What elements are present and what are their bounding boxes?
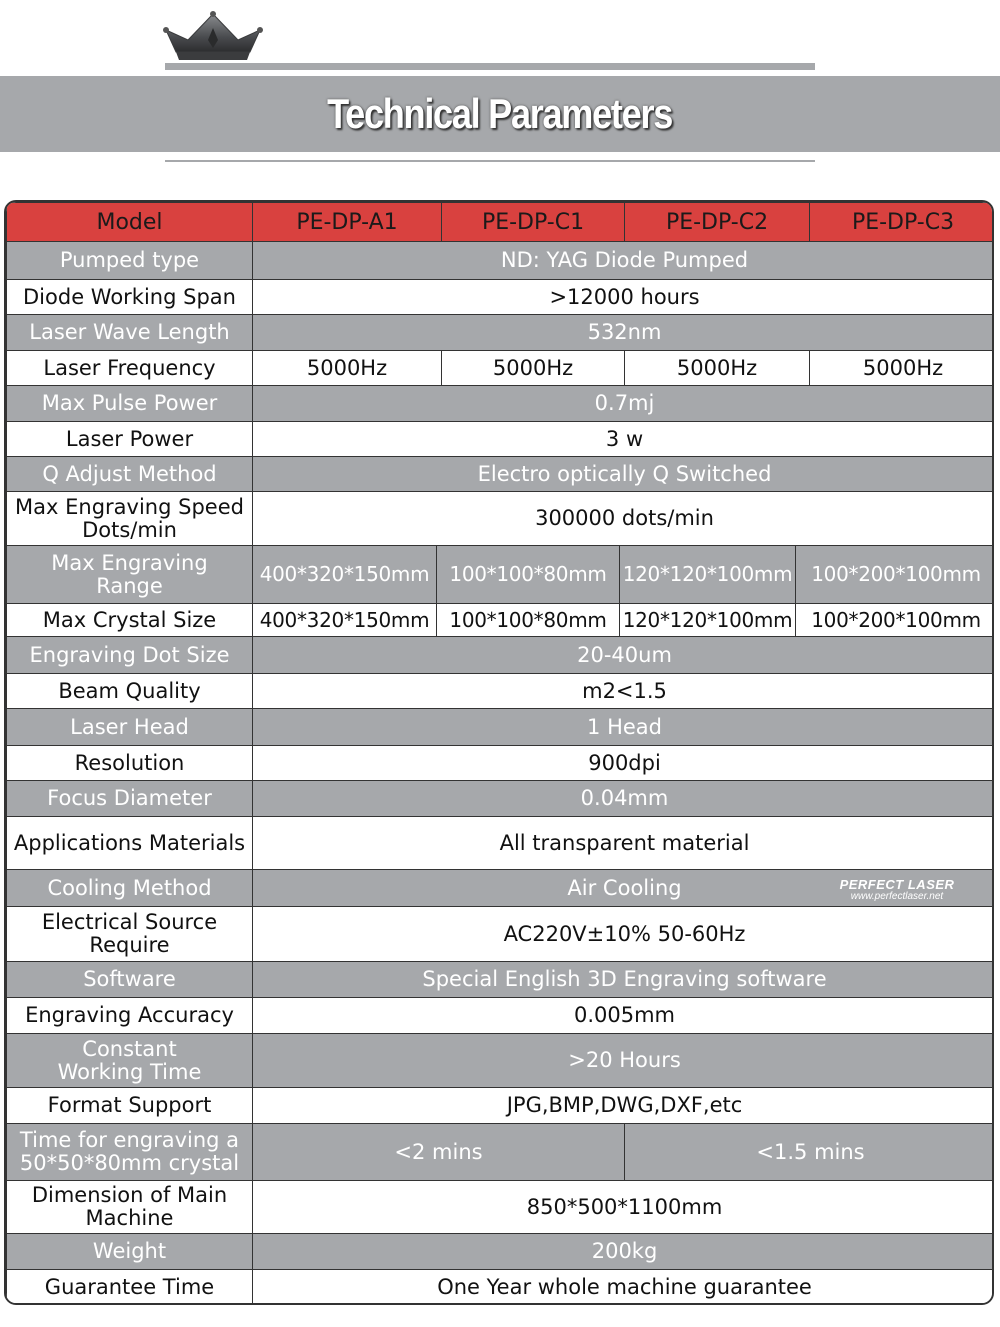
- row-value: 1 Head: [253, 709, 995, 746]
- row-label: Max Pulse Power: [7, 386, 253, 422]
- row-value: Electro optically Q Switched: [253, 457, 995, 492]
- table-row: [7, 457, 995, 492]
- table-row: [7, 907, 995, 962]
- row-label-line: Dimension of Main: [31, 1183, 228, 1207]
- row-value: >20 Hours: [253, 1034, 995, 1088]
- row-value: 100*100*80mm: [437, 546, 620, 604]
- row-label-line: 50*50*80mm crystal: [19, 1151, 240, 1175]
- row-value: 120*120*100mm: [620, 546, 796, 604]
- table-row: [7, 242, 995, 280]
- row-label-line: Constant: [82, 1036, 177, 1061]
- row-value: m2<1.5: [253, 674, 995, 709]
- crown-logo: [162, 10, 264, 62]
- row-label: Laser Power: [7, 422, 253, 457]
- row-value: 200kg: [253, 1234, 995, 1270]
- table-row: [7, 817, 995, 870]
- row-label: [7, 546, 253, 604]
- row-label: Q Adjust Method: [7, 457, 253, 492]
- spec-table-frame: [4, 200, 994, 1305]
- table-row: [7, 280, 995, 315]
- row-label: Laser Wave Length: [7, 315, 253, 351]
- row-label: [7, 1124, 253, 1181]
- row-label: Guarantee Time: [7, 1270, 253, 1305]
- table-row: [7, 781, 995, 817]
- row-value: Special English 3D Engraving software: [253, 962, 995, 998]
- row-label: [7, 1181, 253, 1234]
- row-label: Weight: [7, 1234, 253, 1270]
- table-row: [7, 422, 995, 457]
- row-value: 850*500*1100mm: [253, 1181, 995, 1234]
- row-label: Engraving Accuracy: [7, 998, 253, 1034]
- table-row: [7, 998, 995, 1034]
- row-value: 5000Hz: [810, 351, 994, 386]
- model-header: PE-DP-A1: [253, 203, 442, 242]
- row-label-line: Time for engraving a: [19, 1128, 240, 1152]
- header-label-model: Model: [7, 203, 253, 242]
- row-label: [7, 1034, 253, 1088]
- row-label: Laser Frequency: [7, 351, 253, 386]
- row-label: Format Support: [7, 1088, 253, 1124]
- row-value: 5000Hz: [625, 351, 810, 386]
- row-value: 0.005mm: [253, 998, 995, 1034]
- row-value: JPG,BMP,DWG,DXF,etc: [253, 1088, 995, 1124]
- table-row: [7, 1034, 995, 1088]
- table-row: [7, 637, 995, 674]
- table-row: [7, 315, 995, 351]
- row-label: Engraving Dot Size: [7, 637, 253, 674]
- row-value: 20-40um: [253, 637, 995, 674]
- row-value: All transparent material: [253, 817, 995, 870]
- row-value: 300000 dots/min: [253, 492, 995, 546]
- row-label-line: Max Engraving Speed: [15, 494, 244, 519]
- row-label: Beam Quality: [7, 674, 253, 709]
- row-label: Laser Head: [7, 709, 253, 746]
- row-value: <2 mins: [253, 1124, 625, 1181]
- model-header: PE-DP-C1: [442, 203, 625, 242]
- table-row: [7, 746, 995, 781]
- table-row: [7, 1181, 995, 1234]
- table-row: [7, 604, 995, 637]
- row-value: 5000Hz: [442, 351, 625, 386]
- row-value: 400*320*150mm: [253, 546, 437, 604]
- row-value: 100*100*80mm: [437, 604, 620, 637]
- row-value: 120*120*100mm: [620, 604, 796, 637]
- row-value: 900dpi: [253, 746, 995, 781]
- row-value: Air Cooling: [253, 870, 995, 907]
- row-label: [7, 907, 253, 962]
- row-value: 5000Hz: [253, 351, 442, 386]
- watermark-brand: PERFECT LASER: [839, 877, 955, 892]
- table-row: [7, 1088, 995, 1124]
- model-header: PE-DP-C2: [625, 203, 810, 242]
- brand-watermark: [832, 877, 962, 902]
- row-label: [7, 492, 253, 546]
- row-value: <1.5 mins: [625, 1124, 994, 1181]
- table-row: [7, 709, 995, 746]
- row-label: Focus Diameter: [7, 781, 253, 817]
- spec-table: [6, 202, 994, 1305]
- row-label: Applications Materials: [7, 817, 253, 870]
- title-banner: [0, 76, 1000, 152]
- row-value: 100*200*100mm: [796, 546, 994, 604]
- row-value: 3 w: [253, 422, 995, 457]
- page-title: Technical Parameters: [327, 90, 673, 137]
- row-value: >12000 hours: [253, 280, 995, 315]
- row-value: 400*320*150mm: [253, 604, 437, 637]
- row-label: Diode Working Span: [7, 280, 253, 315]
- row-value: One Year whole machine guarantee: [253, 1270, 995, 1305]
- row-value: 0.7mj: [253, 386, 995, 422]
- row-label-line: Electrical Source: [41, 910, 218, 934]
- table-row: [7, 674, 995, 709]
- row-label: Resolution: [7, 746, 253, 781]
- row-label-line: Max Engraving: [51, 550, 208, 575]
- table-header-row: [7, 203, 995, 242]
- row-label: Pumped type: [7, 242, 253, 280]
- row-label: Cooling Method: [7, 870, 253, 907]
- row-value: 532nm: [253, 315, 995, 351]
- row-label-line: Working Time: [57, 1059, 202, 1084]
- table-row: [7, 546, 995, 604]
- table-row: [7, 962, 995, 998]
- bottom-rule: [165, 160, 815, 162]
- watermark-url: www.perfectlaser.net: [850, 891, 944, 902]
- table-row: [7, 1234, 995, 1270]
- row-label: Max Crystal Size: [7, 604, 253, 637]
- table-row: [7, 1270, 995, 1305]
- table-row: [7, 386, 995, 422]
- model-header: PE-DP-C3: [810, 203, 994, 242]
- row-label: Software: [7, 962, 253, 998]
- row-label-line: Machine: [85, 1206, 174, 1230]
- row-value: 100*200*100mm: [796, 604, 994, 637]
- top-rule: [165, 63, 815, 70]
- row-value: AC220V±10% 50-60Hz: [253, 907, 995, 962]
- row-label-line: Range: [96, 573, 163, 598]
- table-row: [7, 492, 995, 546]
- table-row: [7, 351, 995, 386]
- row-value: 0.04mm: [253, 781, 995, 817]
- table-row: [7, 1124, 995, 1181]
- row-value: ND: YAG Diode Pumped: [253, 242, 995, 280]
- row-label-line: Require: [89, 933, 170, 957]
- row-label-line: Dots/min: [82, 517, 177, 542]
